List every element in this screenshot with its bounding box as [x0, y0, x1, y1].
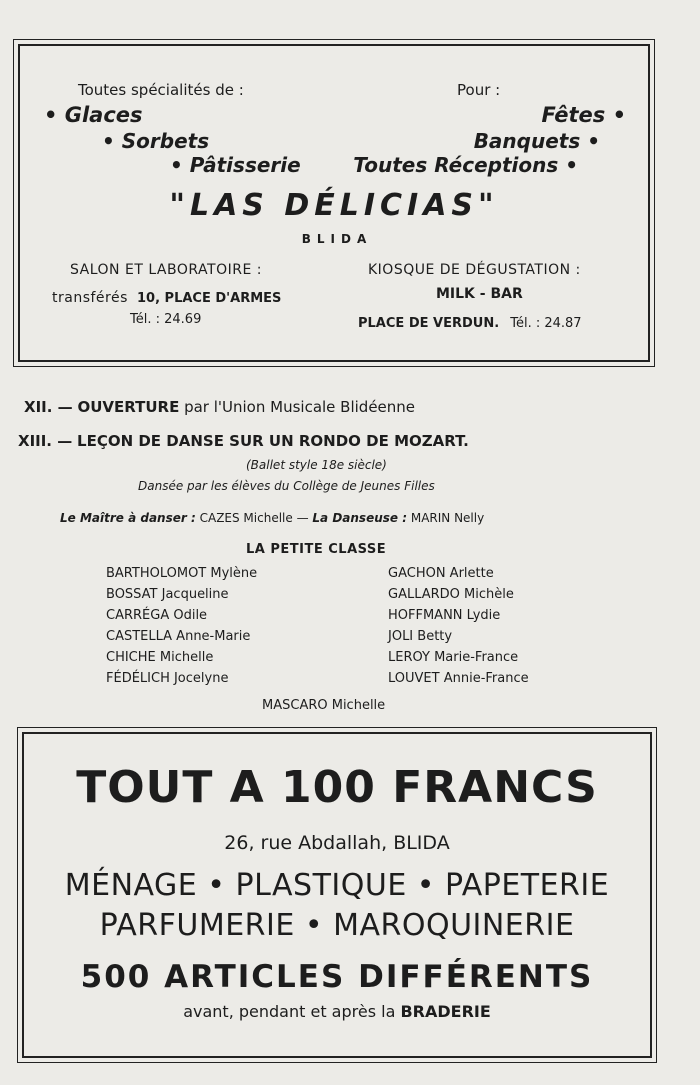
list-item: LEROY Marie-France	[388, 650, 519, 665]
maitre-name: CAZES Michelle —	[199, 511, 309, 525]
ballet-style: (Ballet style 18e siècle)	[246, 458, 387, 472]
fetes-item: Fêtes •	[541, 103, 626, 127]
ad2-title: TOUT A 100 FRANCS	[76, 762, 598, 813]
delicias-title: "LAS DÉLICIAS"	[169, 188, 499, 223]
ad2-address: 26, rue Abdallah, BLIDA	[224, 832, 450, 854]
program-item-13	[18, 432, 469, 450]
item12-rest: par l'Union Musicale Blidéenne	[184, 398, 416, 416]
kiosque-label: KIOSQUE DE DÉGUSTATION :	[368, 262, 581, 278]
delicias-advertisement	[18, 44, 650, 362]
ad2-line3: 500 ARTICLES DIFFÉRENTS	[80, 959, 594, 995]
specialites-heading: Toutes spécialités de :	[78, 81, 244, 99]
item13-title: LEÇON DE DANSE SUR UN RONDO DE MOZART.	[77, 432, 469, 450]
kiosque-address-line	[358, 312, 582, 331]
banquets-item: Banquets •	[473, 129, 600, 153]
salon-address-line	[52, 287, 281, 306]
list-item: CASTELLA Anne-Marie	[106, 629, 251, 644]
dansee-par: Dansée par les élèves du Collège de Jeunes Filles	[138, 479, 435, 493]
salon-prefix: transférés	[52, 290, 128, 306]
kiosque-tel: Tél. : 24.87	[510, 316, 582, 331]
tout-a-100-francs-advertisement	[22, 732, 652, 1058]
maitre-label: Le Maître à danser :	[60, 511, 196, 525]
list-item: CARRÉGA Odile	[106, 608, 208, 623]
receptions-item: Toutes Réceptions •	[353, 153, 578, 177]
program-item-12	[24, 398, 415, 416]
petite-classe-heading: LA PETITE CLASSE	[246, 542, 387, 557]
ad2-footer-bold: BRADERIE	[400, 1002, 491, 1021]
salon-label: SALON ET LABORATOIRE :	[70, 262, 262, 278]
maitre-danseuse-line	[60, 511, 484, 525]
list-item: BARTHOLOMOT Mylène	[106, 566, 258, 581]
list-item: JOLI Betty	[388, 629, 453, 644]
list-item: MASCARO Michelle	[262, 698, 386, 713]
list-item: CHICHE Michelle	[106, 650, 214, 665]
list-item: BOSSAT Jacqueline	[106, 587, 229, 602]
delicias-city: BLIDA	[301, 232, 373, 246]
list-item: LOUVET Annie-France	[388, 671, 529, 686]
list-item: GACHON Arlette	[388, 566, 494, 581]
ad2-line1: MÉNAGE • PLASTIQUE • PAPETERIE	[64, 868, 610, 903]
ad2-line2: PARFUMERIE • MAROQUINERIE	[99, 908, 575, 943]
danseuse-label: La Danseuse :	[312, 511, 408, 525]
list-item: HOFFMANN Lydie	[388, 608, 501, 623]
danseuse-name: MARIN Nelly	[410, 511, 485, 525]
patisserie-item: • Pâtisserie	[170, 153, 301, 177]
pour-heading: Pour :	[457, 81, 501, 99]
sorbets-item: • Sorbets	[102, 129, 210, 153]
list-item: GALLARDO Michèle	[388, 587, 514, 602]
item12-number: XII. —	[24, 398, 73, 416]
item12-title: OUVERTURE	[77, 398, 180, 416]
salon-address: 10, PLACE D'ARMES	[136, 291, 282, 306]
milk-bar-name: MILK - BAR	[436, 286, 523, 302]
list-item: FÉDÉLICH Jocelyne	[106, 671, 229, 686]
glaces-item: • Glaces	[44, 103, 143, 127]
item13-number: XIII. —	[18, 432, 73, 450]
ad2-footer-prefix: avant, pendant et après la	[183, 1002, 396, 1021]
ad2-footer	[24, 1002, 650, 1021]
salon-tel: Tél. : 24.69	[130, 312, 202, 327]
kiosque-address: PLACE DE VERDUN.	[358, 316, 500, 331]
